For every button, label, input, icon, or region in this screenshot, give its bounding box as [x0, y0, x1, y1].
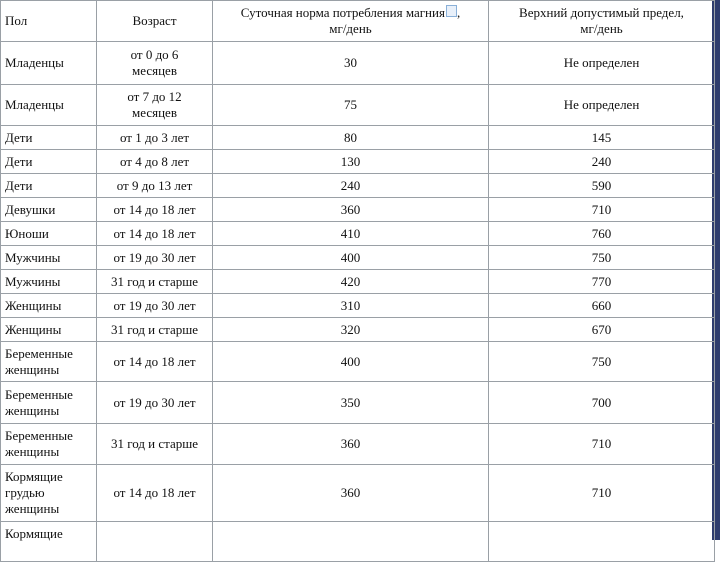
table-row [1, 150, 715, 174]
cell-limit: 760 [489, 222, 715, 246]
table-row [1, 465, 715, 522]
cell-limit: 710 [489, 198, 715, 222]
table-row [1, 85, 715, 126]
footnote-link-icon[interactable] [446, 5, 457, 17]
table-row [1, 382, 715, 424]
cell-age: от 4 до 8 лет [97, 150, 213, 174]
cell-sex: Дети [1, 174, 97, 198]
cell-age: от 7 до 12 месяцев [97, 85, 213, 126]
cell-sex: Мужчины [1, 270, 97, 294]
cell-norm: 400 [213, 246, 489, 270]
cell-limit: 700 [489, 382, 715, 424]
cell-age: 31 год и старше [97, 318, 213, 342]
table-row [1, 294, 715, 318]
cell-norm: 400 [213, 342, 489, 382]
cell-limit: 750 [489, 342, 715, 382]
cell-age: от 9 до 13 лет [97, 174, 213, 198]
cell-norm: 130 [213, 150, 489, 174]
header-age: Возраст [97, 1, 213, 42]
header-upper-limit: Верхний допустимый предел, мг/день [489, 1, 715, 42]
cell-sex: Девушки [1, 198, 97, 222]
cell-age: от 1 до 3 лет [97, 126, 213, 150]
cell-norm: 420 [213, 270, 489, 294]
cell-age [97, 522, 213, 562]
table-header-row [1, 1, 715, 42]
cell-age: от 14 до 18 лет [97, 222, 213, 246]
header-daily-norm: Суточная норма потребления магния , мг/день [213, 1, 489, 42]
cell-sex: Женщины [1, 294, 97, 318]
cell-sex: Мужчины [1, 246, 97, 270]
table-row [1, 174, 715, 198]
cell-sex: Юноши [1, 222, 97, 246]
cell-norm: 360 [213, 424, 489, 465]
table-row [1, 522, 715, 562]
cell-norm: 30 [213, 42, 489, 85]
cell-norm: 350 [213, 382, 489, 424]
cell-limit: 750 [489, 246, 715, 270]
cell-age: от 19 до 30 лет [97, 294, 213, 318]
table-row [1, 342, 715, 382]
cell-limit: Не определен [489, 85, 715, 126]
table-row [1, 42, 715, 85]
cell-sex: Кормящие грудью женщины [1, 465, 97, 522]
table-row [1, 318, 715, 342]
cell-norm [213, 522, 489, 562]
cell-limit: Не определен [489, 42, 715, 85]
cell-limit: 770 [489, 270, 715, 294]
cell-limit: 670 [489, 318, 715, 342]
cell-sex: Женщины [1, 318, 97, 342]
cell-sex: Беременные женщины [1, 382, 97, 424]
header-sex: Пол [1, 1, 97, 42]
cell-age: от 14 до 18 лет [97, 465, 213, 522]
table-row [1, 424, 715, 465]
cell-norm: 75 [213, 85, 489, 126]
cell-age: 31 год и старше [97, 424, 213, 465]
cell-norm: 410 [213, 222, 489, 246]
cell-sex: Дети [1, 150, 97, 174]
table-row [1, 270, 715, 294]
cell-limit: 240 [489, 150, 715, 174]
cell-norm: 320 [213, 318, 489, 342]
cell-age: 31 год и старше [97, 270, 213, 294]
cell-sex: Дети [1, 126, 97, 150]
cell-limit: 710 [489, 424, 715, 465]
cell-sex: Младенцы [1, 85, 97, 126]
table-row [1, 198, 715, 222]
cell-sex: Беременные женщины [1, 342, 97, 382]
cell-norm: 80 [213, 126, 489, 150]
cell-age: от 0 до 6 месяцев [97, 42, 213, 85]
cell-limit: 590 [489, 174, 715, 198]
cell-age: от 14 до 18 лет [97, 342, 213, 382]
table-row [1, 126, 715, 150]
cell-age: от 14 до 18 лет [97, 198, 213, 222]
table-row [1, 222, 715, 246]
cell-limit: 660 [489, 294, 715, 318]
cell-norm: 360 [213, 198, 489, 222]
table-row [1, 246, 715, 270]
cell-limit: 710 [489, 465, 715, 522]
cell-limit [489, 522, 715, 562]
cell-age: от 19 до 30 лет [97, 246, 213, 270]
cell-sex: Кормящие [1, 522, 97, 562]
cell-norm: 360 [213, 465, 489, 522]
cell-sex: Младенцы [1, 42, 97, 85]
cell-limit: 145 [489, 126, 715, 150]
cell-age: от 19 до 30 лет [97, 382, 213, 424]
cell-norm: 240 [213, 174, 489, 198]
cell-norm: 310 [213, 294, 489, 318]
cell-sex: Беременные женщины [1, 424, 97, 465]
